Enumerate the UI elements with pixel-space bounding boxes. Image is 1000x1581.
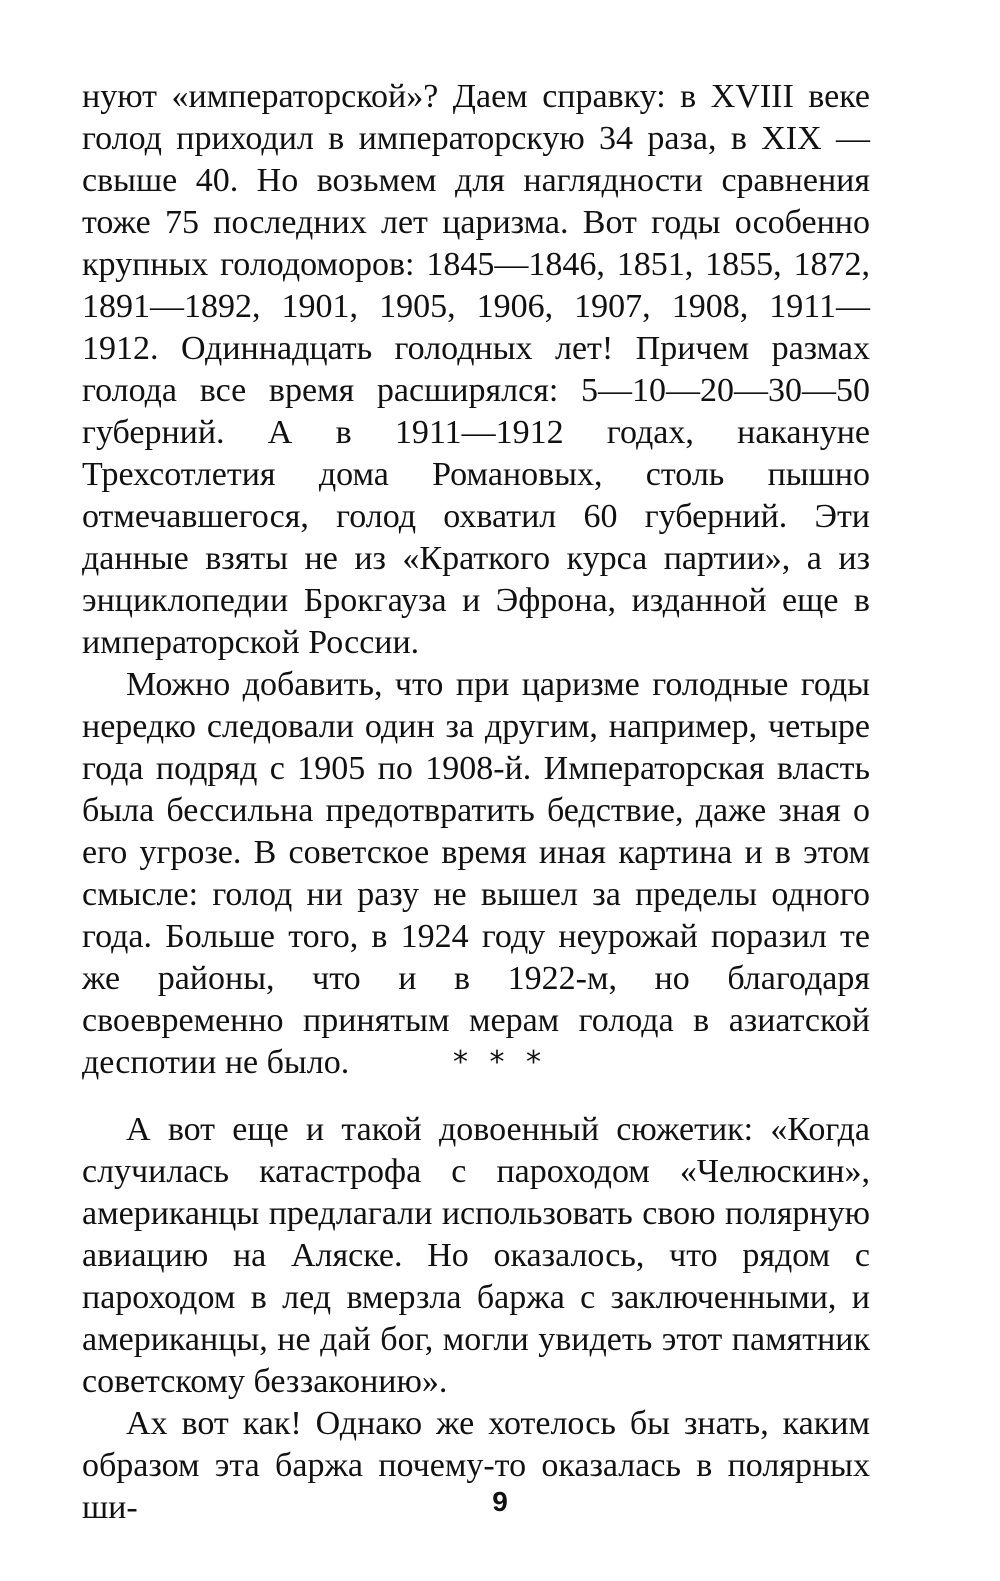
paragraph: Можно добавить, что при царизме голодные годы нередко следовали один за другим, например, четыре года подряд с 1905 по 1908-й. Императорская власть была бессильна предотвратить бедствие, даже зная о его угрозе. В советское время иная картина и в этом смысле: голод ни разу не вышел за пределы одного года. Больше того, в 1924 году неурожай поразил те же районы, что и в 1922-м, но благодаря своевременно принятым мерам голода в азиатской деспотии не было.: [82, 666, 870, 1081]
page-number: 9: [492, 1486, 508, 1517]
paragraph: Ах вот как! Однако же хотелось бы знать, каким образом эта баржа почему-то оказалась в полярных ши-: [82, 1405, 870, 1526]
section-separator: * * *: [452, 1045, 548, 1080]
text-section-1: [82, 76, 870, 1084]
paragraph: нуют «императорской»? Даем справку: в XVIII веке голод приходил в императорскую 34 раза, в XIX — свыше 40. Но возьмем для наглядности сравнения тоже 75 последних лет царизма. Вот годы особенно крупных голодоморов: 1845—1846, 1851, 1855, 1872, 1891—1892, 1901, 1905, 1906, 1907, 1908, 1911—1912. Одиннадцать голодных лет! Причем размах голода все время расширялся: 5—10—20—30—50 губерний. А в 1911—1912 годах, накануне Трехсотлетия дома Романовых, столь пышно отмечавшегося, голод охватил 60 губерний. Эти данные взяты не из «Краткого курса партии», а из энциклопедии Брокгауза и Эфрона, изданной еще в императорской России.: [82, 78, 870, 661]
text-section-2: [82, 1109, 870, 1529]
paragraph: А вот еще и такой довоенный сюжетик: «Когда случилась катастрофа с пароходом «Челюскин», американцы предлагали использовать свою полярную авиацию на Аляске. Но оказалось, что рядом с пароходом в лед вмерзла баржа с заключенными, и американцы, не дай бог, могли увидеть этот памятник советскому беззаконию».: [82, 1111, 870, 1400]
